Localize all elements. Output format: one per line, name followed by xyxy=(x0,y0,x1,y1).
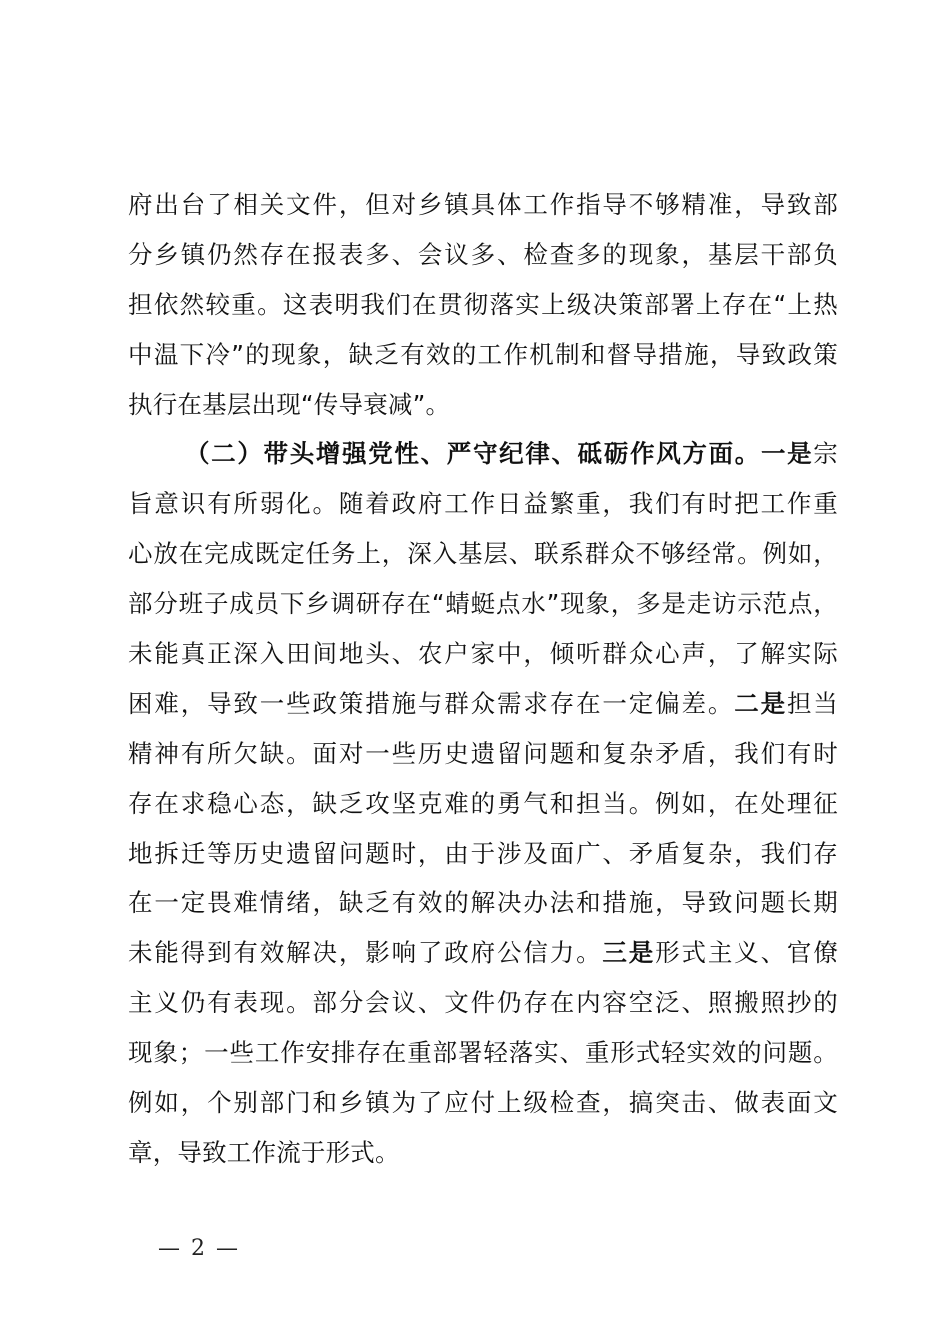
paragraph2-line-1-rest: 宗 xyxy=(813,439,838,469)
point-marker-3: 三是 xyxy=(602,938,656,968)
paragraph2-line-13: 现象；一些工作安排存在重部署轻落实、重形式轻实效的问题。 xyxy=(128,1038,838,1068)
paragraph2-line-6-rest: 担当 xyxy=(786,688,838,718)
paragraph1-line-5: 执行在基层出现“传导衰减”。 xyxy=(128,389,451,419)
paragraph2-line-1 xyxy=(128,429,838,479)
section-heading: （二）带头增强党性、严守纪律、砥砺作风方面。 xyxy=(185,439,761,469)
page-number: — 2 — xyxy=(158,1236,240,1261)
paragraph2-line-2: 旨意识有所弱化。随着政府工作日益繁重，我们有时把工作重 xyxy=(128,489,838,519)
paragraph2-line-11 xyxy=(128,928,838,978)
paragraph2-line-10: 在一定畏难情绪，缺乏有效的解决办法和措施，导致问题长期 xyxy=(128,888,838,918)
paragraph2-line-11-text: 未能得到有效解决，影响了政府公信力。 xyxy=(128,938,603,968)
paragraph2-line-8: 存在求稳心态，缺乏攻坚克难的勇气和担当。例如，在处理征 xyxy=(128,788,838,818)
point-marker-2: 二是 xyxy=(734,688,787,718)
paragraph2-line-7: 精神有所欠缺。面对一些历史遗留问题和复杂矛盾，我们有时 xyxy=(128,738,838,768)
paragraph1-line-3: 担依然较重。这表明我们在贯彻落实上级决策部署上存在“上热 xyxy=(128,289,838,319)
paragraph1-line-4: 中温下冷”的现象，缺乏有效的工作机制和督导措施，导致政策 xyxy=(128,339,838,369)
point-marker-1: 一是 xyxy=(760,439,814,469)
paragraph2-line-4: 部分班子成员下乡调研存在“蜻蜓点水”现象，多是走访示范点， xyxy=(128,589,838,619)
paragraph1-line-1: 府出台了相关文件，但对乡镇具体工作指导不够精准，导致部 xyxy=(128,190,838,219)
paragraph2-line-15: 章，导致工作流于形式。 xyxy=(128,1137,400,1167)
paragraph1-line-2: 分乡镇仍然存在报表多、会议多、检查多的现象，基层干部负 xyxy=(128,239,838,269)
paragraph2-line-5: 未能真正深入田间地头、农户家中，倾听群众心声，了解实际 xyxy=(128,639,838,669)
document-body xyxy=(128,180,838,1178)
paragraph2-line-14: 例如，个别部门和乡镇为了应付上级检查，搞突击、做表面文 xyxy=(128,1088,838,1118)
paragraph2-line-11-rest: 形式主义、官僚 xyxy=(655,938,838,968)
paragraph2-line-6 xyxy=(128,679,838,729)
paragraph2-line-6-text: 困难，导致一些政策措施与群众需求存在一定偏差。 xyxy=(128,688,735,718)
paragraph2-line-12: 主义仍有表现。部分会议、文件仍存在内容空泛、照搬照抄的 xyxy=(128,988,838,1018)
paragraph2-line-3: 心放在完成既定任务上，深入基层、联系群众不够经常。例如， xyxy=(128,539,838,569)
paragraph2-line-9: 地拆迁等历史遗留问题时，由于涉及面广、矛盾复杂，我们存 xyxy=(128,838,838,868)
